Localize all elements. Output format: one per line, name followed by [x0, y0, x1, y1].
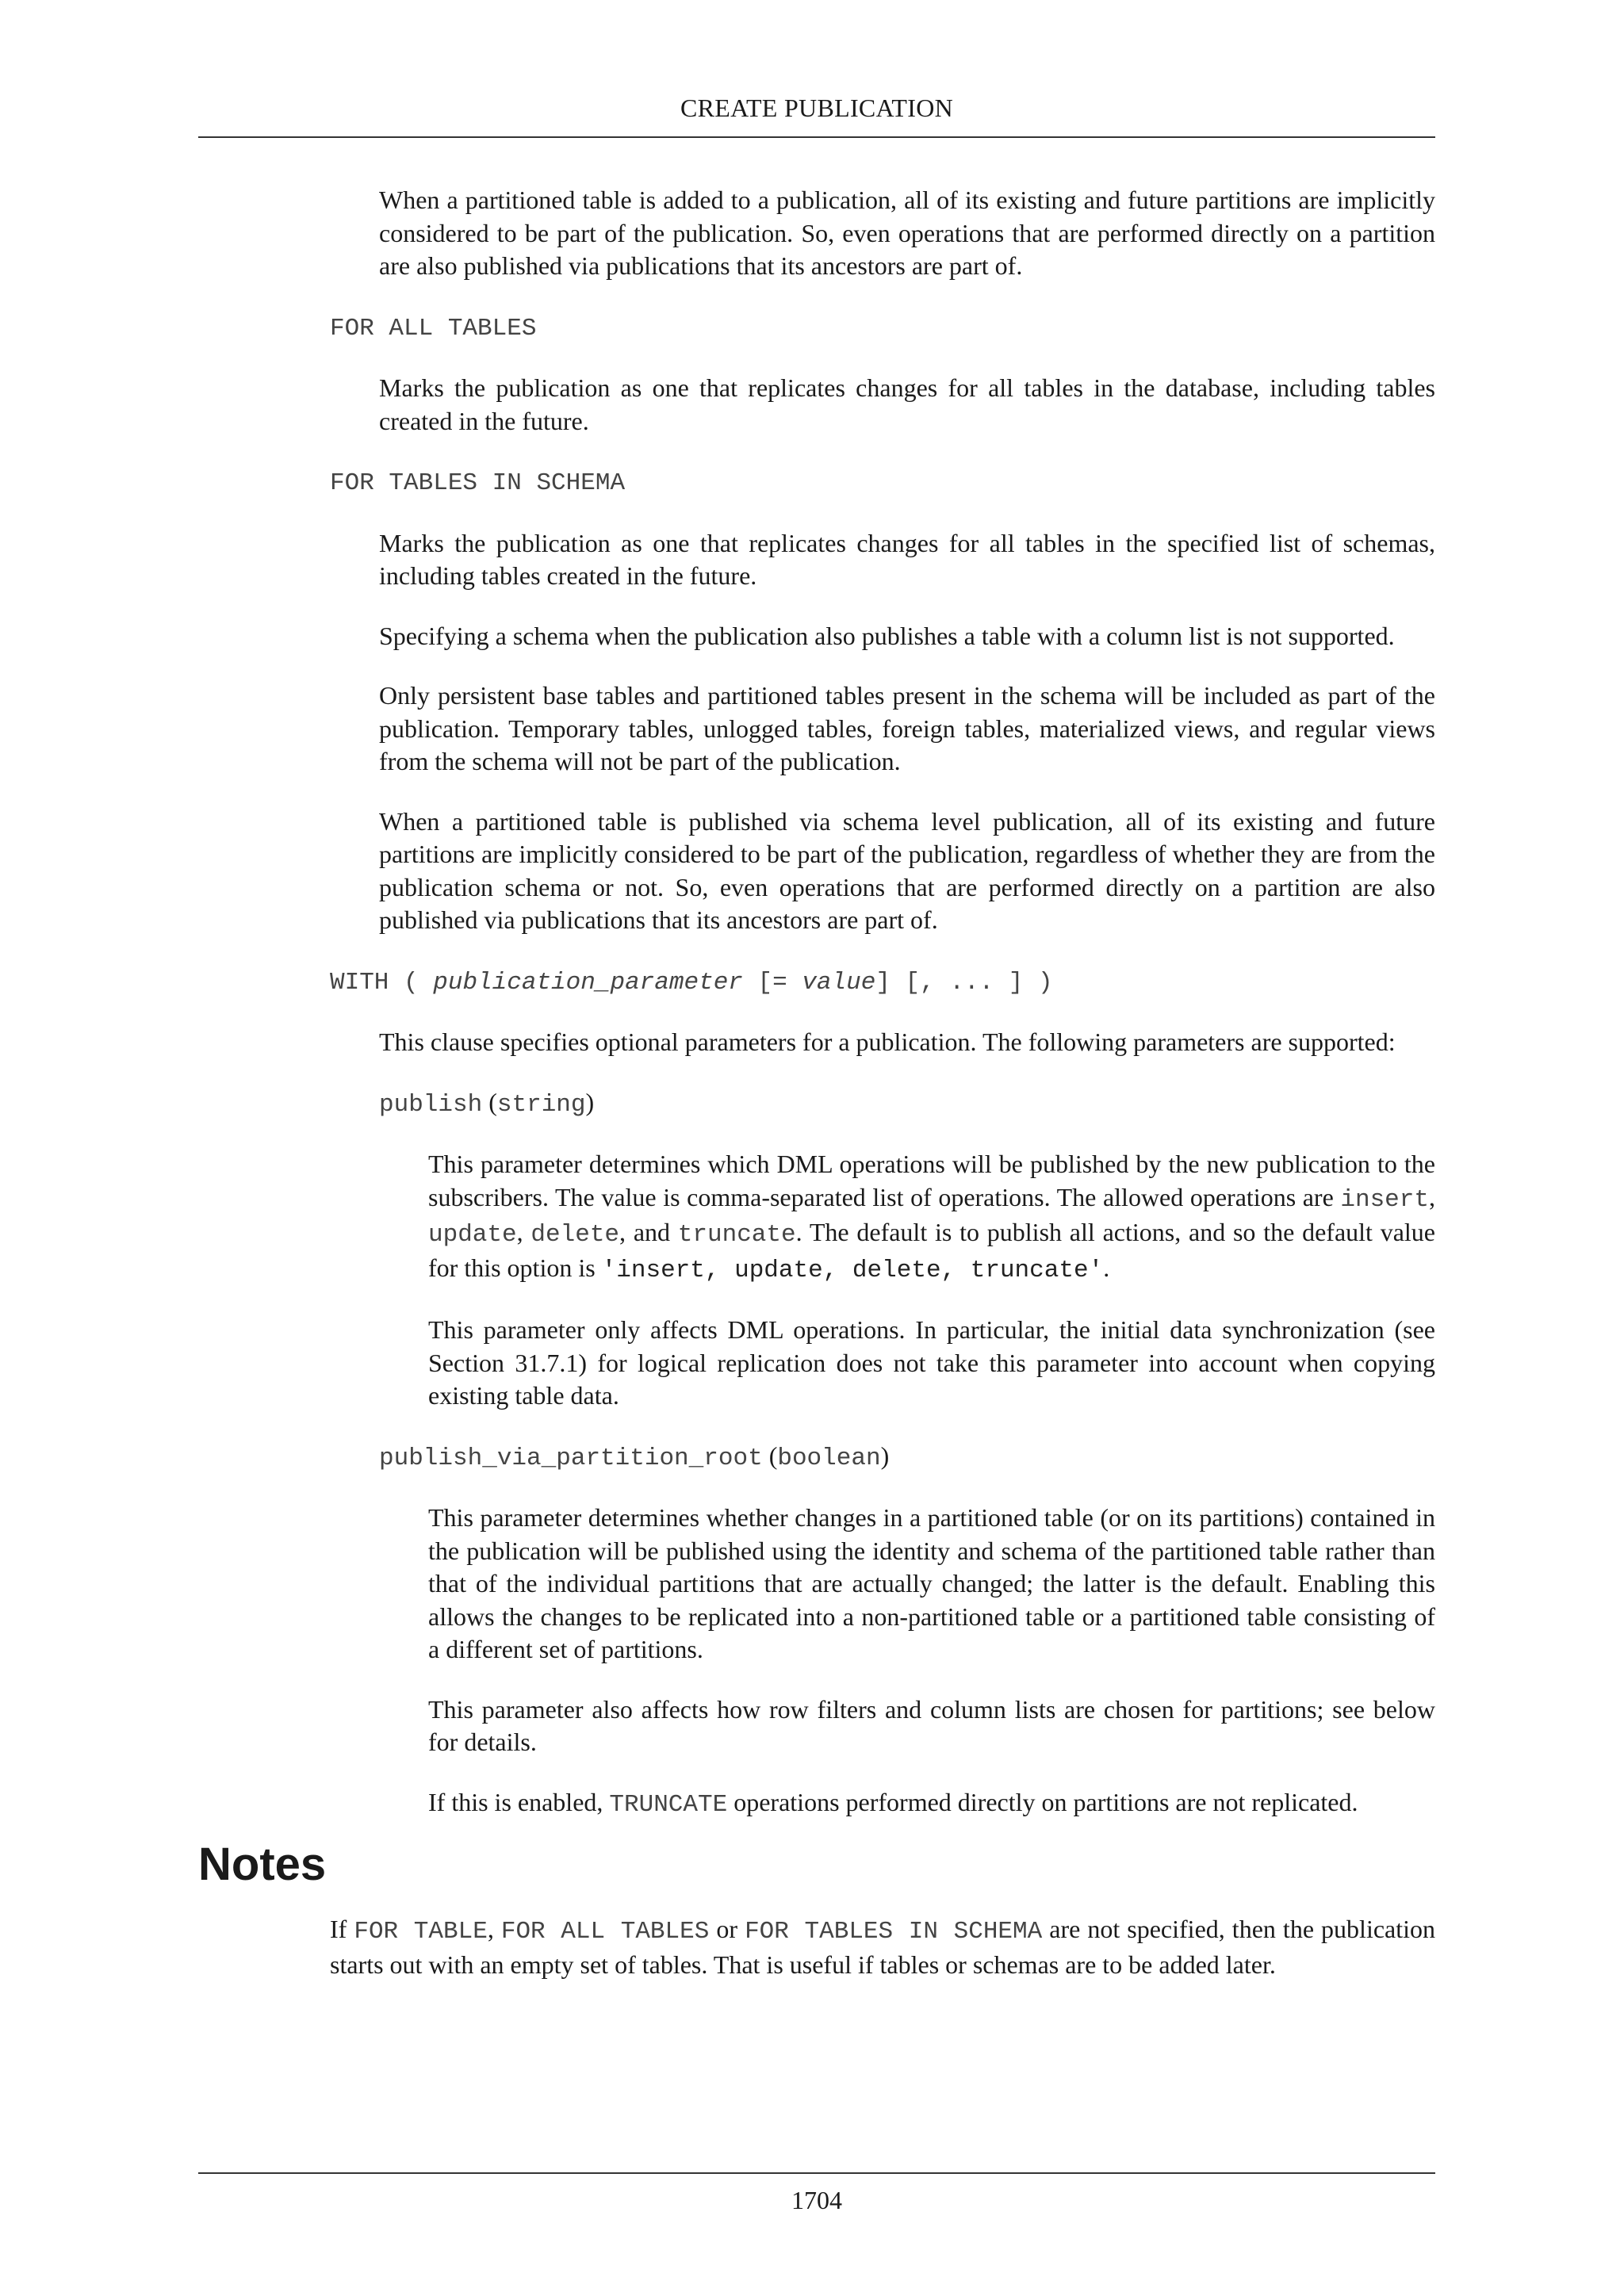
header-rule — [198, 136, 1435, 138]
page-number: 1704 — [791, 2186, 842, 2214]
term-publish-via-partition-root — [379, 1440, 1624, 1475]
paragraph-pvpr-1: This parameter determines whether changes in a partitioned table (or on its partitions) contained in the publication will be published using the identity and schema of the partitioned table rather than that of the individual partitions that are actually changed; the latter is the default. Enabling this allows the changes to be replicated into a non-partitioned table or a partitioned table consisting of a different set of partitions. — [428, 1503, 1435, 1663]
code-truncate: truncate — [677, 1221, 796, 1249]
paragraph-pvpr-2: This parameter also affects how row filters and column lists are chosen for partitions; see below for details. — [428, 1694, 1435, 1756]
paragraph-publish-2: This parameter only affects DML operations. In particular, the initial data synchronization (see Section 31.7.1) for logical replication does not take this parameter into account when copying existing table data. — [428, 1315, 1435, 1410]
with-value: value — [802, 968, 876, 997]
pvpr-type: boolean — [777, 1444, 881, 1472]
code-TRUNCATE: TRUNCATE — [609, 1790, 728, 1819]
with-suffix: ] [, ... ] ) — [875, 968, 1053, 997]
paragraph-pvpr-3: If this is enabled, TRUNCATE operations performed directly on partitions are not replicated. — [428, 1787, 1358, 1819]
term-for-tables-in-schema-code: FOR TABLES IN SCHEMA — [330, 469, 626, 497]
page-content — [0, 184, 1624, 1981]
code-for-tables-in-schema: FOR TABLES IN SCHEMA — [745, 1918, 1043, 1946]
term-for-all-tables — [330, 310, 1624, 346]
pvpr-code: publish_via_partition_root — [379, 1444, 763, 1472]
paragraph-with: This clause specifies optional parameters for a publication. The following parameters are supported: — [379, 1027, 1396, 1056]
code-delete: delete — [530, 1221, 620, 1249]
publish-type: string — [496, 1090, 586, 1119]
open-paren: ( — [762, 1441, 778, 1470]
with-mid: [= — [742, 968, 802, 997]
with-prefix: WITH ( — [330, 968, 434, 997]
paragraph-notes-1: If FOR TABLE, FOR ALL TABLES or FOR TABLES IN SCHEMA are not specified, then the publication starts out with an empty set of tables. That is useful if tables or schemas are to be added later. — [330, 1915, 1436, 1979]
close-paren: ) — [880, 1441, 890, 1470]
term-with-clause — [330, 964, 1624, 1000]
section-title-notes: Notes — [198, 1839, 327, 1890]
term-for-all-tables-code: FOR ALL TABLES — [330, 314, 537, 342]
code-insert: insert — [1340, 1185, 1429, 1214]
term-publish — [379, 1086, 1624, 1122]
with-param: publication_parameter — [433, 968, 743, 997]
paragraph-partitioned-intro: When a partitioned table is added to a publication, all of its existing and future partitions are implicitly considered to be part of the publication. So, even operations that are performed directly on a partition are also published via publications that its ancestors are part of. — [379, 186, 1435, 280]
paragraph-schema-1: Marks the publication as one that replicates changes for all tables in the specified list of schemas, including tables created in the future. — [379, 528, 1435, 590]
publish-code: publish — [379, 1090, 483, 1119]
term-for-tables-in-schema — [330, 465, 1624, 500]
close-paren: ) — [585, 1087, 595, 1116]
running-header: CREATE PUBLICATION — [680, 94, 954, 122]
paragraph-schema-2: Specifying a schema when the publication also publishes a table with a column list is not supported. — [379, 621, 1395, 650]
code-for-table: FOR TABLE — [354, 1918, 488, 1946]
open-paren: ( — [482, 1087, 497, 1116]
paragraph-all-tables: Marks the publication as one that replicates changes for all tables in the database, including tables created in the future. — [379, 373, 1435, 435]
code-for-all-tables: FOR ALL TABLES — [500, 1918, 710, 1946]
footer-rule — [198, 2172, 1435, 2174]
paragraph-schema-3: Only persistent base tables and partitioned tables present in the schema will be included as part of the publication. Temporary tables, unlogged tables, foreign tables, materialized views, and regular views from the schema will not be part of the publication. — [379, 681, 1435, 775]
paragraph-schema-4: When a partitioned table is published via schema level publication, all of its existing and future partitions are implicitly considered to be part of the publication, regardless of whether they are from the publication schema or not. So, even operations that are performed directly on a partition are also published via publications that its ancestors are part of. — [379, 806, 1435, 934]
code-default-value: 'insert, update, delete, truncate' — [601, 1256, 1104, 1284]
code-update: update — [428, 1221, 517, 1249]
paragraph-publish-1: This parameter determines which DML operations will be published by the new publication to the subscribers. The value is comma-separated list of operations. The allowed operations are insert, update, delete, and truncate. The default is to publish all actions, and so the default value for this option is 'insert, update, delete, truncate'. — [428, 1150, 1435, 1284]
